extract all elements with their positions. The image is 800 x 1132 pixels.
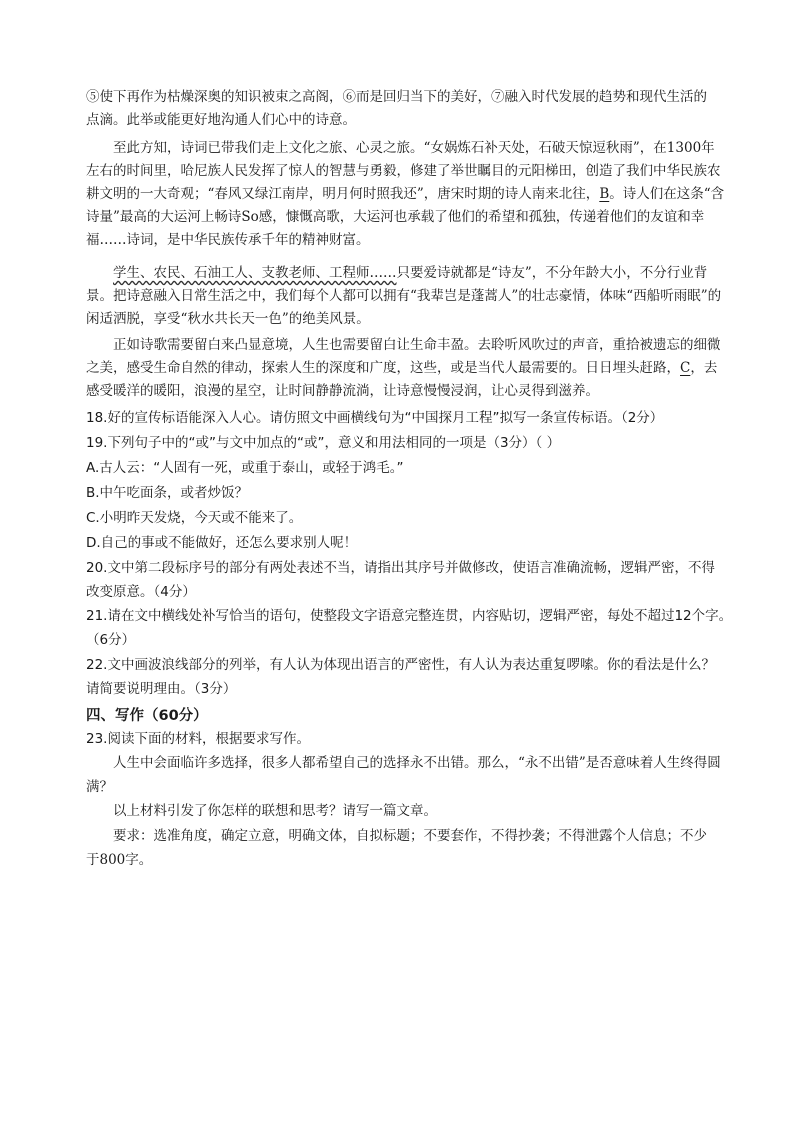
writing-requirements-cont: 于800字。 xyxy=(86,852,153,868)
material-line: 满？ xyxy=(86,779,113,795)
question-20: 20.文中第二段标序号的部分有两处表述不当，请指出其序号并做修改，使语言准确流畅，逻辑严密，不得 xyxy=(86,560,715,576)
option-19-a: A.古人云：“人固有一死，或重于泰山，或轻于鸿毛。” xyxy=(86,460,404,476)
material-line: 人生中会面临许多选择，很多人都希望自己的选择永不出错。那么，“永不出错”是否意味着人生终得圆 xyxy=(113,755,721,771)
question-18: 18.好的宣传标语能深入人心。请仿照文中画横线句为“中国探月工程”拟写一条宣传标语。（2分） xyxy=(86,410,664,426)
passage-text: 。诗人们在这条“含诗量”最高的大运河上畅诗So感，慷慨高歌，大运河也承载了他们的希望和孤独，传递着他们的友谊和幸福……诗词，是中华民族传承千年的精神财富。 xyxy=(86,186,725,248)
section-title-writing: 四、写作（60分） xyxy=(86,708,208,724)
question-21-cont: （6分） xyxy=(86,632,136,648)
passage-paragraph-2 xyxy=(86,137,726,252)
writing-prompt: 以上材料引发了你怎样的联想和思考？请写一篇文章。 xyxy=(113,803,437,819)
passage-paragraph-4 xyxy=(86,334,726,403)
passage-line: ⑤使下再作为枯燥深奥的知识被束之高阁，⑥而是回归当下的美好，⑦融入时代发展的趋势和现代生活的 xyxy=(86,89,707,105)
question-21: 21.请在文中横线处补写恰当的语句，使整段文字语意完整连贯，内容贴切，逻辑严密，每处不超过12个字。 xyxy=(86,608,733,624)
passage-text: ，去感受暖洋的暖阳，浪漫的星空，让时间静静流淌，让诗意慢慢浸润，让心灵得到滋养。 xyxy=(86,360,718,399)
passage-line: 点滴。此举或能更好地沟通人们心中的诗意。 xyxy=(86,112,356,128)
writing-requirements: 要求：选准角度，确定立意，明确文体，自拟标题；不要套作，不得抄袭；不得泄露个人信息；不少 xyxy=(113,828,707,844)
question-22: 22.文中画波浪线部分的列举，有人认为体现出语言的严密性，有人认为表达重复啰嗦。你的看法是什么？ xyxy=(86,657,715,673)
question-20-cont: 改变原意。（4分） xyxy=(86,584,196,600)
passage-text: 只要爱诗就都是“诗友”，不分年龄大小，不分行业背景。把诗意融入日常生活之中，我们每个人都可以拥有“我辈岂是蓬蒿人”的壮志豪情，体味“西船听雨眠”的闲适洒脱，享受“秋水共长天一色”的绝美风景。 xyxy=(86,265,722,327)
option-19-d: D.自己的事或不能做好，还怎么要求别人呢！ xyxy=(86,535,358,551)
blank-c: C xyxy=(680,360,691,376)
passage-paragraph-3 xyxy=(86,262,726,331)
option-19-b: B.中午吃面条，或者炒饭？ xyxy=(86,485,249,501)
blank-b: B xyxy=(599,186,610,202)
wavy-underlined-list: 学生、农民、石油工人、支教老师、工程师…… xyxy=(113,265,397,281)
passage-text: 至此方知，诗词已带我们走上文化之旅、心灵之旅。“女娲炼石补天处，石破天惊逗秋雨”，在1300年左右的时间里，哈尼族人民发挥了惊人的智慧与勇毅，修建了举世瞩目的元阳梯田，创造了我们中华民族农耕文明的一大奇观；“春风又绿江南岸，明月何时照我还”，唐宋时期的诗人南来北往， xyxy=(86,140,721,202)
option-19-c: C.小明昨天发烧，今天或不能来了。 xyxy=(86,510,303,526)
question-23: 23.阅读下面的材料，根据要求写作。 xyxy=(86,731,310,747)
question-19: 19.下列句子中的“或”与文中加点的“或”，意义和用法相同的一项是（3分）（ ） xyxy=(86,435,561,451)
passage-text: 正如诗歌需要留白来凸显意境，人生也需要留白让生命丰盈。去聆听风吹过的声音，重拾被遗忘的细微之美，感受生命自然的律动，探索人生的深度和广度，这些，或是当代人最需要的。日日埋头赶路， xyxy=(86,337,721,376)
question-22-cont: 请简要说明理由。（3分） xyxy=(86,681,237,697)
